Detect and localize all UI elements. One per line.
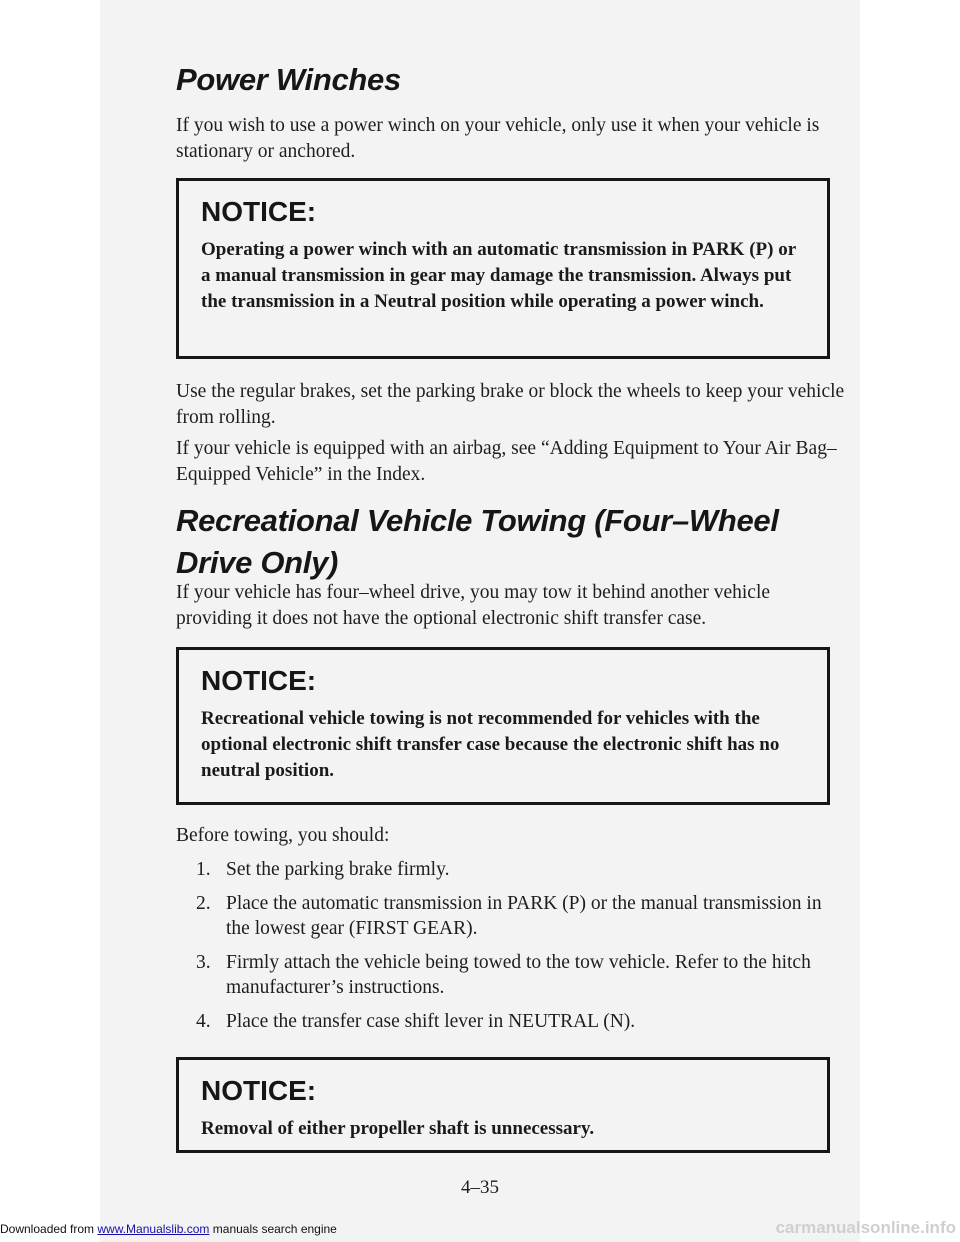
brakes-paragraph: Use the regular brakes, set the parking brake or block the wheels to keep your vehicle from rolling. [176, 381, 845, 428]
airbag-paragraph: If your vehicle is equipped with an airbag, see “Adding Equipment to Your Air Bag–Equipped Vehicle” in the Index. [176, 438, 837, 485]
notice-body: Recreational vehicle towing is not recommended for vehicles with the optional electronic shift transfer case because the electronic shift has no neutral position. [201, 708, 780, 781]
towing-steps-list [196, 857, 836, 1043]
notice-title: NOTICE: [201, 665, 317, 696]
notice-body: Operating a power winch with an automatic transmission in PARK (P) or a manual transmission in gear may damage the transmission. Always put the transmission in a Neutral position while operating a power winch. [201, 239, 796, 312]
watermark: carmanualsonline.info [775, 1218, 956, 1237]
list-item [196, 1009, 836, 1034]
notice-box-power-winch [176, 178, 830, 359]
manualslib-link[interactable]: www.Manualslib.com [97, 1222, 210, 1236]
step-text: Set the parking brake firmly. [226, 859, 450, 880]
step-text: Firmly attach the vehicle being towed to the tow vehicle. Refer to the hitch manufacturer’s instructions. [226, 952, 811, 998]
list-item [196, 857, 836, 882]
notice-box-propeller-shaft [176, 1057, 830, 1153]
step-number: 1. [196, 859, 211, 880]
step-text: Place the automatic transmission in PARK (P) or the manual transmission in the lowest gear (FIRST GEAR). [226, 893, 822, 939]
footer-prefix: Downloaded from [0, 1222, 98, 1236]
download-footer [0, 1222, 337, 1236]
step-number: 4. [196, 1011, 211, 1032]
heading-rv-towing-line1: Recreational Vehicle Towing (Four–Wheel [176, 503, 779, 538]
notice-title: NOTICE: [201, 1075, 317, 1106]
footer-suffix: manuals search engine [209, 1222, 337, 1236]
before-towing-label: Before towing, you should: [176, 825, 390, 846]
step-text: Place the transfer case shift lever in NEUTRAL (N). [226, 1011, 636, 1032]
heading-power-winches: Power Winches [176, 62, 401, 97]
heading-rv-towing-line2: Drive Only) [176, 545, 339, 580]
notice-body: Removal of either propeller shaft is unnecessary. [201, 1118, 595, 1139]
power-winches-intro: If you wish to use a power winch on your vehicle, only use it when your vehicle is stationary or anchored. [176, 115, 820, 162]
list-item [196, 891, 836, 941]
step-number: 3. [196, 952, 211, 973]
page-number: 4–35 [461, 1177, 499, 1198]
list-item [196, 950, 836, 1000]
rv-towing-intro: If your vehicle has four–wheel drive, you may tow it behind another vehicle providing it does not have the optional electronic shift transfer case. [176, 582, 771, 629]
step-number: 2. [196, 893, 211, 914]
notice-title: NOTICE: [201, 196, 317, 227]
notice-box-rv-towing [176, 647, 830, 805]
